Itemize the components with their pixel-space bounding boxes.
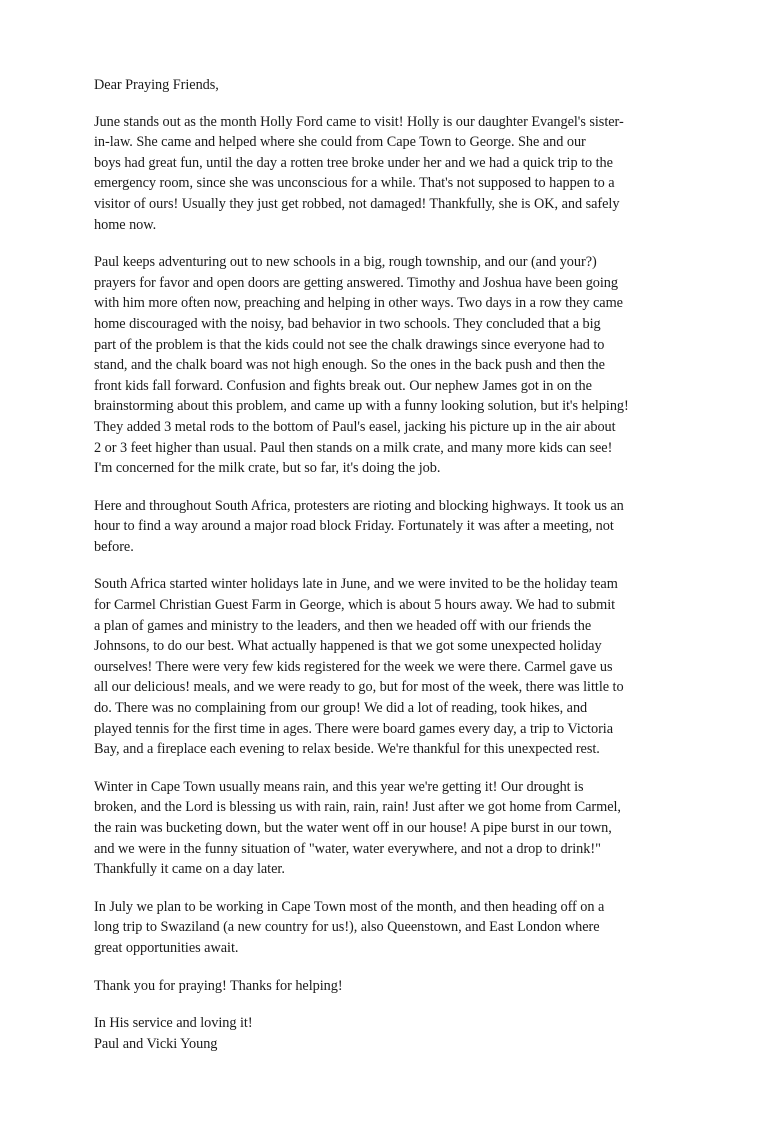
salutation: Dear Praying Friends,: [94, 77, 219, 93]
paragraph-protests: Here and throughout South Africa, protesters are rioting and blocking highways. It took us an hour to find a way around a major road block Friday. Fortunately it was after a meeting, not before.: [94, 497, 624, 555]
signoff: [94, 1013, 674, 1054]
letter-body: [94, 75, 674, 1054]
closing-line: In His service and loving it!: [94, 1015, 253, 1032]
paragraph-rain: Winter in Cape Town usually means rain, and this year we're getting it! Our drought is broken, and the Lord is blessing us with rain, rain, rain! Just after we got home from Carmel, the rain was bucketing down, but the water went off in our house! A pipe burst in our town, and we were in the funny situation of "water, water everywhere, and not a drop to drink!" Thankfully it came on a day later.: [94, 778, 621, 878]
paragraph-thanks: Thank you for praying! Thanks for helping!: [94, 977, 343, 994]
paragraph-schools: Paul keeps adventuring out to new schools in a big, rough township, and our (and your?) prayers for favor and open doors are getting answered. Timothy and Joshua have been going with him more often now, preaching and helping in other ways. Two days in a row they came home discouraged with the noisy, bad behavior in two schools. They concluded that a big part of the problem is that the kids could not see the chalk drawings since everyone had to stand, and the chalk board was not high enough. So the ones in the back push and then the front kids fall forward. Confusion and fights break out. Our nephew James got in on the brainstorming about this problem, and came up with a funny looking solution, but it's helping! They added 3 metal rods to the bottom of Paul's easel, jacking his picture up in the air about 2 or 3 feet higher than usual. Paul then stands on a milk crate, and many more kids can see! I'm concerned for the milk crate, but so far, it's doing the job.: [94, 254, 629, 477]
paragraph-winter-holidays: South Africa started winter holidays late in June, and we were invited to be the holiday team for Carmel Christian Guest Farm in George, which is about 5 hours away. We had to submit a plan of games and ministry to the leaders, and then we headed off with our friends the Johnsons, to do our best. What actually happened is that we got some unexpected holiday ourselves! There were very few kids registered for the week we were there. Carmel gave us all our delicious! meals, and we were ready to go, but for most of the week, there was little to do. There was no complaining from our group! We did a lot of reading, took hikes, and played tennis for the first time in ages. There were board games every day, a trip to Victoria Bay, and a fireplace each evening to relax beside. We're thankful for this unexpected rest.: [94, 576, 624, 758]
paragraph-holly-visit: June stands out as the month Holly Ford came to visit! Holly is our daughter Evangel's sister- in-law. She came and helped where she could from Cape Town to George. She and our boys had great fun, until the day a rotten tree broke under her and we had a quick trip to the emergency room, since she was unconscious for a while. That's not supposed to happen to a visitor of ours! Usually they just get robbed, not damaged! Thankfully, she is OK, and safely home now.: [94, 113, 624, 233]
signature: Paul and Vicki Young: [94, 1035, 218, 1052]
paragraph-july-plans: In July we plan to be working in Cape Town most of the month, and then heading off on a long trip to Swaziland (a new country for us!), also Queenstown, and East London where great opportunities await.: [94, 898, 605, 956]
